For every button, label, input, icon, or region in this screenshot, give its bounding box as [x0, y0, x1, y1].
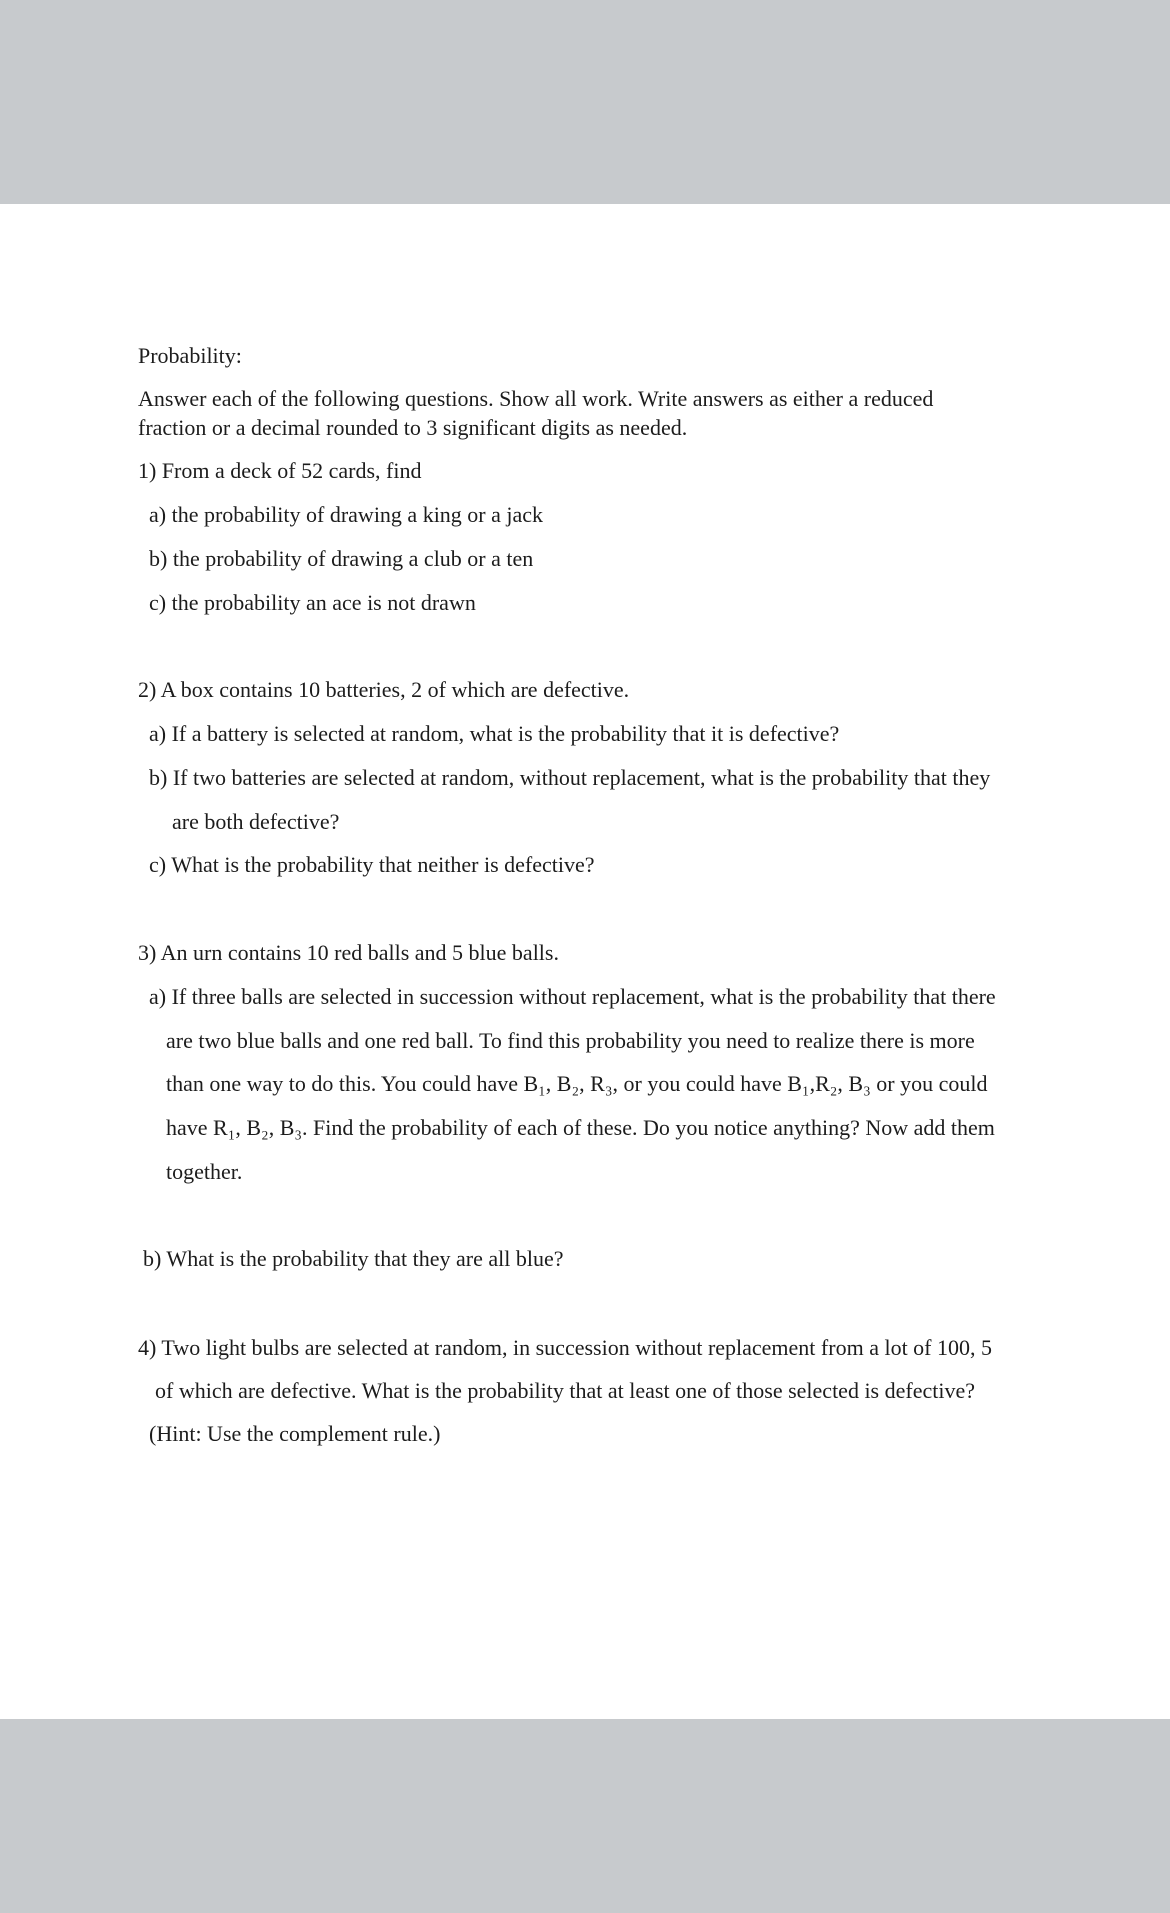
question-3a-line-5: together.	[166, 1159, 243, 1184]
question-1a: a) the probability of drawing a king or a jack	[149, 502, 544, 527]
question-4-line-1: 4) Two light bulbs are selected at random, in succession without replacement from a lot of 100, 5	[138, 1335, 993, 1360]
document-page	[0, 204, 1170, 1719]
question-2b-line-2: are both defective?	[172, 809, 340, 834]
question-2-stem: 2) A box contains 10 batteries, 2 of which are defective.	[138, 677, 630, 702]
document-title: Probability:	[138, 343, 242, 368]
question-4-line-2: of which are defective. What is the probability that at least one of those selected is defective?	[155, 1378, 975, 1403]
worksheet-content	[0, 204, 1170, 1719]
question-3a-line-2: are two blue balls and one red ball. To find this probability you need to realize there is more	[166, 1028, 975, 1053]
question-4-hint: (Hint: Use the complement rule.)	[149, 1421, 441, 1446]
question-3a-line-1: a) If three balls are selected in succession without replacement, what is the probability that there	[149, 984, 996, 1009]
bottom-margin-band	[0, 1719, 1170, 1913]
instructions-line-2: fraction or a decimal rounded to 3 significant digits as needed.	[138, 415, 688, 440]
instructions-line-1: Answer each of the following questions. Show all work. Write answers as either a reduced	[138, 386, 934, 411]
question-1-stem: 1) From a deck of 52 cards, find	[138, 458, 422, 483]
question-3a-line-3: than one way to do this. You could have B₁, B₂, R₃, or you could have B₁,R₂, B₃ or you could	[166, 1071, 988, 1096]
question-2b-line-1: b) If two batteries are selected at random, without replacement, what is the probability that they	[149, 765, 991, 790]
question-1b: b) the probability of drawing a club or a ten	[149, 546, 534, 571]
question-2c: c) What is the probability that neither is defective?	[149, 852, 595, 877]
question-3b: b) What is the probability that they are all blue?	[143, 1246, 564, 1271]
question-3a-line-4: have R₁, B₂, B₃. Find the probability of each of these. Do you notice anything? Now add them	[166, 1115, 995, 1140]
top-margin-band	[0, 0, 1170, 204]
question-3-stem: 3) An urn contains 10 red balls and 5 blue balls.	[138, 940, 559, 965]
question-2a: a) If a battery is selected at random, what is the probability that it is defective?	[149, 721, 840, 746]
question-1c: c) the probability an ace is not drawn	[149, 590, 476, 615]
